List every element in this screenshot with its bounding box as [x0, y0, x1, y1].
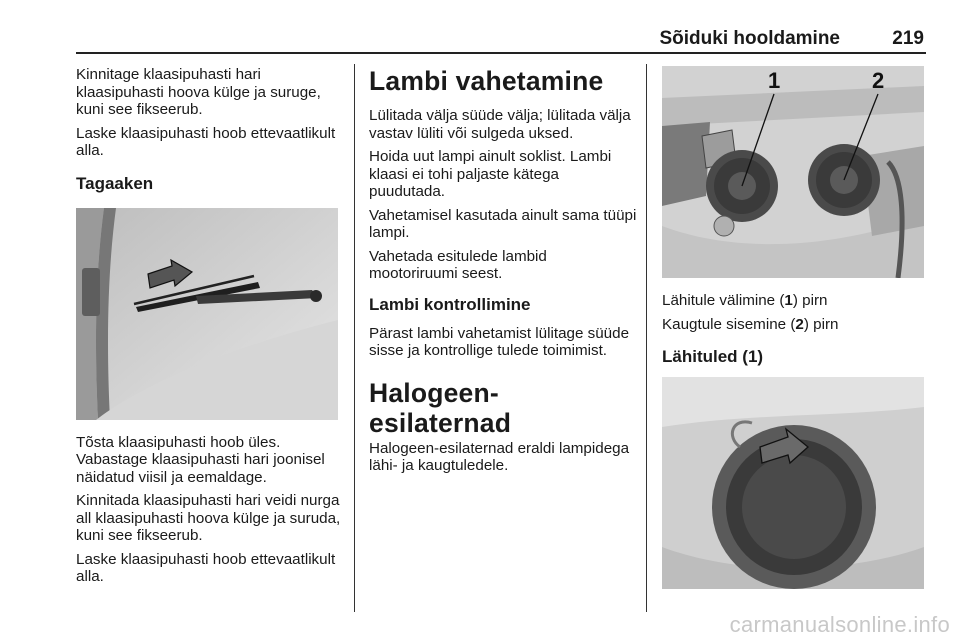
- middle-column: [369, 66, 637, 481]
- paragraph: Kinnitage klaasipuhasti hari klaasipuhasti hoova külge ja suruge, kuni see fikseerub.: [76, 66, 321, 118]
- section-heading-lambi-vahetamine: Lambi vahetamine: [369, 66, 604, 96]
- section-heading-halogeen-esilaternad: Halogeen-esilaternad: [369, 377, 512, 438]
- caption-text: ) pirn: [792, 292, 828, 309]
- paragraph: Vahetamisel kasutada ainult sama tüüpi lampi.: [369, 206, 637, 241]
- header-title: Sõiduki hooldamine: [659, 28, 840, 49]
- subheading-lambi-kontrollimine: Lambi kontrollimine: [369, 294, 531, 314]
- low-beam-cap-illustration: [662, 377, 924, 589]
- caption-number: 2: [795, 315, 804, 333]
- header-rule: [76, 52, 926, 54]
- paragraph: Halogeen-esilaternad eraldi lampidega lähi- ja kaugtuledele.: [369, 439, 630, 474]
- rear-wiper-illustration: [76, 208, 338, 420]
- paragraph: Pärast lambi vahetamist lülitage süüde sisse ja kontrollige tulede toimimist.: [369, 324, 630, 359]
- callout-label-2: 2: [872, 68, 885, 93]
- left-column: [76, 66, 346, 592]
- paragraph: Vahetada esitulede lambid mootoriruumi seest.: [369, 247, 547, 282]
- caption-number: 1: [784, 292, 793, 309]
- column-divider-2: [646, 64, 647, 612]
- paragraph: Laske klaasipuhasti hoob ettevaatlikult alla.: [76, 124, 336, 159]
- section-heading-lahituled: Lähituled (1): [662, 347, 764, 366]
- headlight-bulbs-illustration: [662, 66, 924, 278]
- caption-low-beam-bulb: [662, 292, 926, 310]
- right-column: [662, 66, 926, 589]
- caption-high-beam-bulb: [662, 316, 926, 334]
- paragraph: Laske klaasipuhasti hoob ettevaatlikult alla.: [76, 550, 336, 585]
- caption-text: Lähitule välimine (: [662, 292, 785, 309]
- watermark: carmanualsonline.info: [729, 612, 950, 637]
- paragraph: Lülitada välja süüde välja; lülitada välja vastav lüliti või sulgeda uksed.: [369, 107, 631, 142]
- headlight-bulbs-figure: [662, 66, 924, 278]
- caption-text: Kaugtule sisemine (: [662, 315, 796, 333]
- section-heading-tagaaken: Tagaaken: [76, 173, 154, 193]
- paragraph: Hoida uut lampi ainult soklist. Lambi klaasi ei tohi paljaste kätega puudutada.: [369, 148, 612, 200]
- callout-label-1: 1: [768, 68, 781, 93]
- page-number: 219: [892, 28, 924, 49]
- caption-text: ) pirn: [803, 315, 839, 333]
- column-divider-1: [354, 64, 355, 612]
- paragraph: Kinnitada klaasipuhasti hari veidi nurga all klaasipuhasti hoova külge ja suruda, kuni see fikseerub.: [76, 492, 341, 544]
- paragraph: Tõsta klaasipuhasti hoob üles. Vabastage klaasipuhasti hari joonisel näidatud viisil ja eemaldage.: [76, 433, 325, 486]
